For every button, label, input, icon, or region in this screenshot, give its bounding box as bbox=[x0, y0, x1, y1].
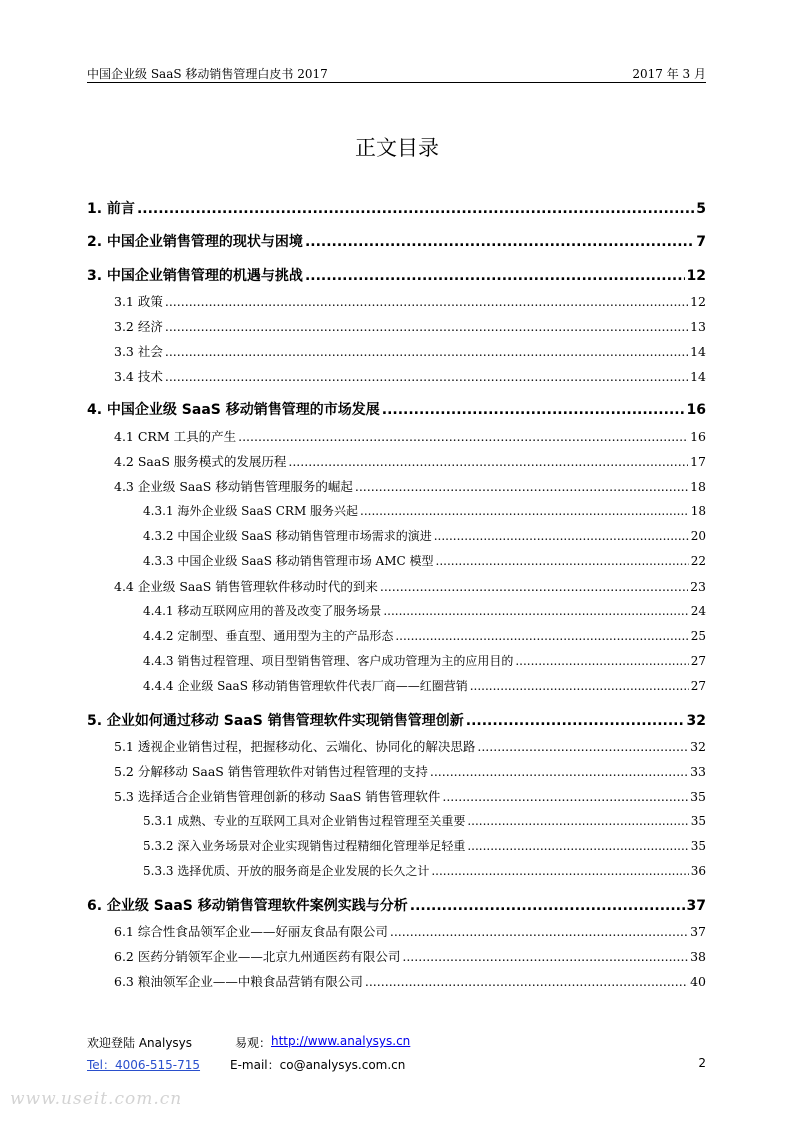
toc-entry-page: 22 bbox=[690, 554, 706, 568]
toc-entry-label: 6.3 粮油领军企业——中粮食品营销有限公司 bbox=[114, 974, 363, 989]
toc-entry[interactable] bbox=[114, 947, 706, 965]
toc-entry[interactable] bbox=[143, 602, 706, 619]
toc-entry-page: 37 bbox=[686, 898, 706, 914]
page-title: 正文目录 bbox=[355, 136, 439, 160]
toc-entry-label: 5.2 分解移动 SaaS 销售管理软件对销售过程管理的支持 bbox=[114, 764, 428, 779]
toc-entry-label: 5.1 透视企业销售过程，把握移动化、云端化、协同化的解决思路 bbox=[114, 739, 476, 754]
toc-entry-label: 6.2 医药分销领军企业——北京九州通医药有限公司 bbox=[114, 949, 401, 964]
toc-entry-label: 2. 中国企业销售管理的现状与困境 bbox=[87, 234, 303, 250]
toc-entry-page: 27 bbox=[690, 654, 706, 668]
toc-entry[interactable] bbox=[143, 502, 706, 519]
toc-entry-label: 4.4.4 企业级 SaaS 移动销售管理软件代表厂商——红圈营销 bbox=[143, 679, 468, 693]
footer-welcome: 欢迎登陆 Analysys bbox=[87, 1036, 193, 1050]
toc-entry[interactable] bbox=[114, 762, 706, 780]
page-number: 2 bbox=[698, 1056, 706, 1070]
toc-entry-page: 16 bbox=[686, 402, 706, 418]
toc-entry-label: 4.3.3 中国企业级 SaaS 移动销售管理市场 AMC 模型 bbox=[143, 554, 434, 568]
toc-entry-label: 4.1 CRM 工具的产生 bbox=[114, 429, 237, 444]
toc-entry[interactable] bbox=[114, 577, 706, 595]
toc-entry-label: 4.2 SaaS 服务模式的发展历程 bbox=[114, 454, 287, 469]
footer-email[interactable]: E-mail：co@analysys.com.cn bbox=[230, 1058, 406, 1072]
toc-entry-page: 33 bbox=[690, 764, 706, 779]
footer-website-link[interactable]: http://www.analysys.cn bbox=[271, 1034, 411, 1048]
toc-entry-label: 5. 企业如何通过移动 SaaS 销售管理软件实现销售管理创新 bbox=[87, 713, 464, 729]
toc-entry[interactable] bbox=[114, 342, 706, 360]
toc-entry-page: 25 bbox=[690, 629, 706, 643]
toc-entry[interactable] bbox=[87, 231, 706, 251]
toc-entry-label: 4.3.1 海外企业级 SaaS CRM 服务兴起 bbox=[143, 504, 359, 518]
toc-entry-label: 5.3 选择适合企业销售管理创新的移动 SaaS 销售管理软件 bbox=[114, 789, 441, 804]
toc-entry-page: 17 bbox=[690, 454, 706, 469]
toc-entry[interactable] bbox=[143, 677, 706, 694]
toc-entry-page: 13 bbox=[690, 319, 706, 334]
toc-entry-page: 35 bbox=[690, 814, 706, 828]
toc-entry-page: 32 bbox=[686, 713, 706, 729]
toc-entry-label: 3.1 政策 bbox=[114, 294, 163, 309]
toc-entry-page: 7 bbox=[696, 234, 706, 250]
toc-entry[interactable] bbox=[114, 972, 706, 990]
toc-entry[interactable] bbox=[143, 812, 706, 829]
toc-entry-page: 35 bbox=[690, 789, 706, 804]
toc-entry[interactable] bbox=[114, 922, 706, 940]
toc-entry-label: 4.4.2 定制型、垂直型、通用型为主的产品形态 bbox=[143, 629, 394, 643]
watermark-text: www.useit.com.cn bbox=[10, 1089, 183, 1109]
toc-entry-page: 14 bbox=[690, 344, 706, 359]
toc-entry-page: 12 bbox=[686, 268, 706, 284]
page-header bbox=[87, 62, 706, 83]
toc-entry-page: 36 bbox=[690, 864, 706, 878]
toc-entry[interactable] bbox=[114, 452, 706, 470]
toc-entry[interactable] bbox=[143, 862, 706, 879]
toc-entry-page: 38 bbox=[690, 949, 706, 964]
footer-visit-label: 易观： bbox=[235, 1036, 272, 1050]
header-document-title: 中国企业级 SaaS 移动销售管理白皮书 2017 bbox=[87, 67, 328, 81]
toc-entry[interactable] bbox=[114, 737, 706, 755]
toc-entry-label: 3. 中国企业销售管理的机遇与挑战 bbox=[87, 268, 303, 284]
toc-entry[interactable] bbox=[143, 552, 706, 569]
toc-entry[interactable] bbox=[87, 198, 706, 218]
toc-entry-page: 20 bbox=[690, 529, 706, 543]
toc-entry-label: 4.4.1 移动互联网应用的普及改变了服务场景 bbox=[143, 604, 382, 618]
toc-entry[interactable] bbox=[143, 652, 706, 669]
toc-entry-page: 18 bbox=[690, 504, 706, 518]
toc-entry-label: 3.2 经济 bbox=[114, 319, 163, 334]
toc-entry-label: 5.3.1 成熟、专业的互联网工具对企业销售过程管理至关重要 bbox=[143, 814, 466, 828]
toc-entry-label: 1. 前言 bbox=[87, 201, 135, 217]
toc-entry-label: 3.3 社会 bbox=[114, 344, 163, 359]
toc-entry[interactable] bbox=[114, 292, 706, 310]
toc-entry-label: 5.3.2 深入业务场景对企业实现销售过程精细化管理举足轻重 bbox=[143, 839, 466, 853]
toc-entry-label: 4. 中国企业级 SaaS 移动销售管理的市场发展 bbox=[87, 402, 380, 418]
toc-entry-page: 27 bbox=[690, 679, 706, 693]
toc-entry[interactable] bbox=[114, 427, 706, 445]
toc-entry-label: 4.3.2 中国企业级 SaaS 移动销售管理市场需求的演进 bbox=[143, 529, 432, 543]
toc-entry-page: 5 bbox=[696, 201, 706, 217]
toc-entry-page: 37 bbox=[690, 924, 706, 939]
toc-entry[interactable] bbox=[114, 367, 706, 385]
toc-entry-page: 16 bbox=[690, 429, 706, 444]
toc-entry-page: 12 bbox=[690, 294, 706, 309]
toc-entry[interactable] bbox=[143, 527, 706, 544]
footer-phone[interactable]: Tel：4006-515-715 bbox=[87, 1058, 201, 1072]
toc-entry[interactable] bbox=[87, 399, 706, 419]
toc-entry[interactable] bbox=[143, 837, 706, 854]
toc-entry[interactable] bbox=[143, 627, 706, 644]
toc-entry[interactable] bbox=[114, 477, 706, 495]
toc-entry-page: 32 bbox=[690, 739, 706, 754]
toc-entry-page: 23 bbox=[690, 579, 706, 594]
toc-entry-label: 6.1 综合性食品领军企业——好丽友食品有限公司 bbox=[114, 924, 388, 939]
toc-entry-label: 4.3 企业级 SaaS 移动销售管理服务的崛起 bbox=[114, 479, 353, 494]
toc-entry-label: 5.3.3 选择优质、开放的服务商是企业发展的长久之计 bbox=[143, 864, 430, 878]
toc-entry[interactable] bbox=[87, 895, 706, 915]
toc-entry-page: 24 bbox=[690, 604, 706, 618]
toc-entry-label: 4.4.3 销售过程管理、项目型销售管理、客户成功管理为主的应用目的 bbox=[143, 654, 514, 668]
toc-entry[interactable] bbox=[114, 787, 706, 805]
toc-entry[interactable] bbox=[87, 265, 706, 285]
toc-entry[interactable] bbox=[87, 710, 706, 730]
toc-entry-page: 14 bbox=[690, 369, 706, 384]
toc-entry-label: 4.4 企业级 SaaS 销售管理软件移动时代的到来 bbox=[114, 579, 378, 594]
header-date: 2017 年 3 月 bbox=[632, 67, 706, 81]
toc-entry[interactable] bbox=[114, 317, 706, 335]
toc-entry-page: 18 bbox=[690, 479, 706, 494]
toc-entry-page: 40 bbox=[690, 974, 706, 989]
toc-entry-label: 6. 企业级 SaaS 移动销售管理软件案例实践与分析 bbox=[87, 898, 408, 914]
toc-entry-page: 35 bbox=[690, 839, 706, 853]
toc-entry-label: 3.4 技术 bbox=[114, 369, 163, 384]
